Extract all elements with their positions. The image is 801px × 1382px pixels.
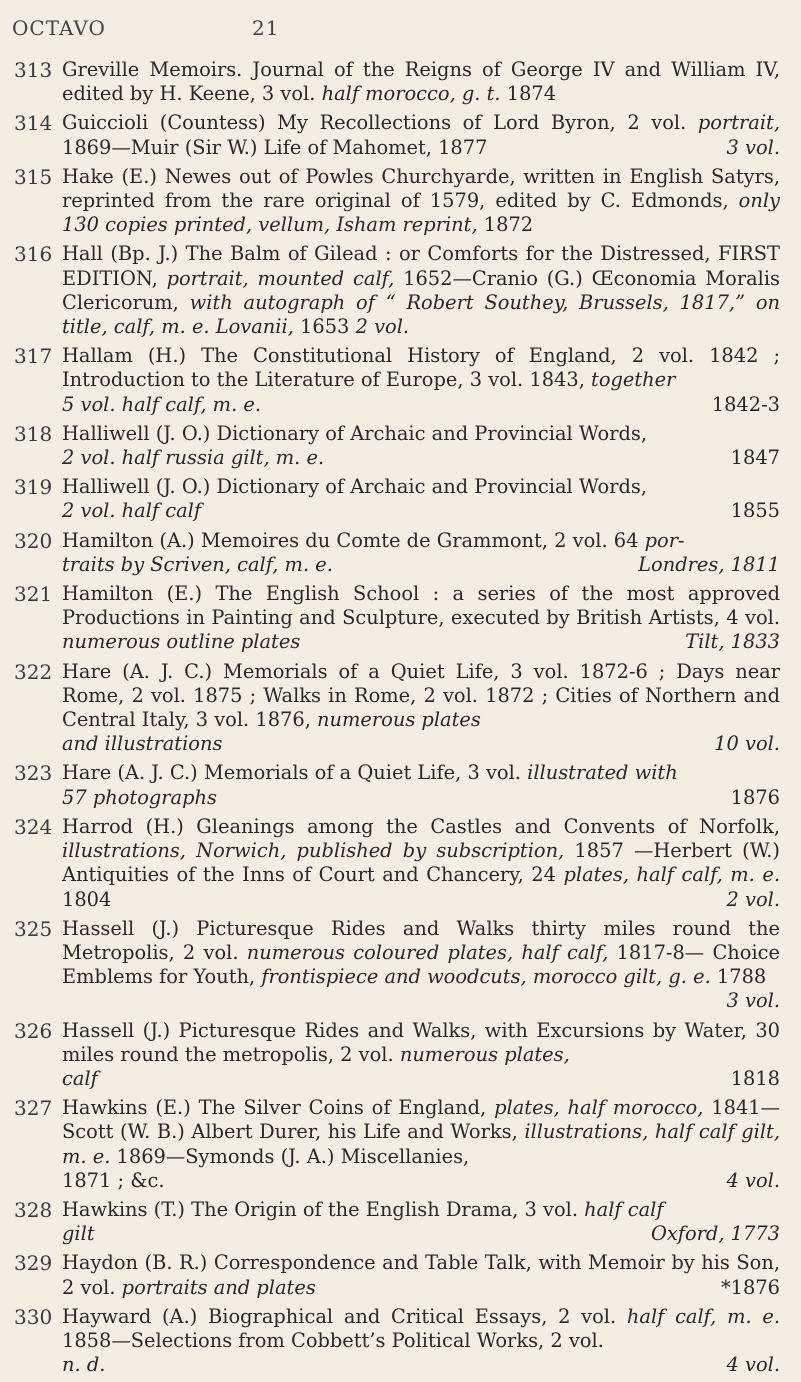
lot-entry xyxy=(0,242,801,339)
lot-description xyxy=(62,1305,780,1378)
lot-description xyxy=(62,1198,780,1246)
lot-entry xyxy=(0,344,801,417)
description-segment: portraits and plates xyxy=(121,1275,316,1299)
lot-date-volumes: 4 vol. xyxy=(726,1353,780,1377)
lot-entry xyxy=(0,660,801,757)
description-segment: Hawkins (E.) The Silver Coins of England, xyxy=(62,1096,495,1120)
description-segment: Halliwell (J. O.) Dictionary of Archaic and Provincial Words, xyxy=(62,421,647,445)
lot-entry xyxy=(0,1096,801,1193)
description-segment: 1874 xyxy=(500,82,557,106)
description-segment: half morocco, g. t. xyxy=(321,82,501,106)
lot-date-volumes: Tilt, 1833 xyxy=(685,630,780,654)
description-tail: 2 vol. half calf xyxy=(62,499,202,523)
description-segment: 1872 xyxy=(477,213,534,237)
description-segment: Guiccioli (Countess) My Recollections of Lord Byron, 2 vol. xyxy=(62,111,698,135)
lot-date-volumes: *1876 xyxy=(720,1275,780,1299)
lot-entry xyxy=(0,1305,801,1378)
description-segment: Haydon (B. R.) Correspondence and Table Talk, with Memoir by his Son, 2 vol. xyxy=(62,1251,780,1299)
lot-number: 314 xyxy=(14,111,53,136)
description-segment: 1857 —Herbert (W.) Antiquities of the Inns of Court and Chancery, 24 xyxy=(62,839,781,887)
description-segment: frontispiece and woodcuts, morocco gilt, g. e. xyxy=(261,965,711,989)
lot-date-volumes: 2 vol. xyxy=(726,887,780,911)
description-segment: portrait, mounted calf, xyxy=(166,266,395,290)
lot-description xyxy=(62,111,780,159)
description-segment: 1858—Selections from Cobbett’s Political Works, 2 vol. xyxy=(62,1328,604,1352)
lot-number: 322 xyxy=(14,659,53,684)
description-tail: gilt xyxy=(62,1222,95,1246)
description-segment: Hassell (J.) Picturesque Rides and Walks, with Excursions by Water, 30 miles round the metropolis, 2 vol. xyxy=(62,1018,780,1066)
lot-description xyxy=(62,761,780,809)
description-segment: Harrod (H.) Gleanings among the Castles and Convents of Norfolk, xyxy=(62,814,780,838)
description-segment: only 130 copies printed, vellum, Isham reprint, xyxy=(62,189,780,237)
lot-entry xyxy=(0,761,801,809)
lot-number: 321 xyxy=(14,582,53,607)
description-segment: Hassell (J.) Picturesque Rides and Walks thirty miles round the Metropolis, 2 vol. xyxy=(62,916,780,964)
lot-number: 330 xyxy=(14,1304,53,1329)
lot-date-volumes: Oxford, 1773 xyxy=(650,1222,780,1246)
lot-number: 328 xyxy=(14,1197,53,1222)
lot-number: 318 xyxy=(14,421,53,446)
lot-number: 324 xyxy=(14,814,53,839)
lot-date-volumes: Londres, 1811 xyxy=(638,552,780,576)
description-tail: traits by Scriven, calf, m. e. xyxy=(62,552,333,576)
lot-number: 315 xyxy=(14,164,53,189)
lot-description xyxy=(62,1096,780,1193)
lot-entry xyxy=(0,1198,801,1246)
description-segment: Halliwell (J. O.) Dictionary of Archaic and Provincial Words, xyxy=(62,475,647,499)
description-tail: 2 vol. half russia gilt, m. e. xyxy=(62,446,325,470)
lot-description xyxy=(62,917,780,1014)
description-segment: Hamilton (A.) Memoires du Comte de Grammont, 2 vol. 64 xyxy=(62,528,645,552)
lot-number: 320 xyxy=(14,528,53,553)
lot-number: 326 xyxy=(14,1018,53,1043)
lot-entry xyxy=(0,475,801,523)
lot-date-volumes: 3 vol. xyxy=(726,135,780,159)
description-segment: Hare (A. J. C.) Memorials of a Quiet Life, 3 vol. xyxy=(62,761,528,785)
description-segment: numerous outline plates xyxy=(62,630,301,654)
lot-number: 325 xyxy=(14,916,53,941)
description-segment: together xyxy=(591,368,676,392)
lot-date-volumes: 4 vol. xyxy=(726,1168,780,1192)
lot-number: 319 xyxy=(14,475,53,500)
section-title: OCTAVO xyxy=(12,16,106,40)
lot-description xyxy=(62,660,780,757)
lot-number: 313 xyxy=(14,58,53,82)
description-segment: 1841—Scott (W. B.) Albert Durer, his Life and Works, xyxy=(62,1096,781,1144)
lot-description xyxy=(62,529,780,577)
lot-description xyxy=(62,475,780,523)
description-segment: with autograph of “ Robert Southey, Brussels, 1817,” on title, calf, m. e. Lovanii, xyxy=(62,290,780,339)
lot-entry xyxy=(0,422,801,470)
description-segment: 1817-8— Choice Emblems for Youth, xyxy=(62,940,780,989)
description-segment: plates, half morocco, xyxy=(494,1096,704,1120)
description-tail: and illustrations xyxy=(62,732,223,756)
description-segment: Hamilton (E.) The English School : a series of the most approved Productions in Painting and Sculpture, executed by British Artists, 4 vol. xyxy=(62,582,780,630)
description-segment: illustrated with xyxy=(527,761,678,785)
lot-number: 327 xyxy=(14,1096,53,1121)
lot-entry xyxy=(0,1019,801,1092)
lot-number: 329 xyxy=(14,1251,53,1276)
description-segment: Hallam (H.) The Constitutional History of England, 2 vol. 1842 ; Introduction to the Literature of Europe, 3 vol. 1843, xyxy=(62,344,780,392)
description-tail: 5 vol. half calf, m. e. xyxy=(62,392,262,416)
lot-description xyxy=(62,242,780,339)
lot-description xyxy=(62,1019,780,1092)
description-segment: 1869—Symonds (J. A.) Miscellanies, xyxy=(110,1144,470,1168)
description-segment: illustrations, Norwich, published by subscription, xyxy=(62,839,565,863)
lot-date-volumes: 1842-3 xyxy=(711,392,780,416)
description-segment: 1869—Muir (Sir W.) Life of Mahomet, 1877 xyxy=(62,135,488,159)
description-segment: 1804 xyxy=(62,887,112,911)
lot-date-volumes: 1855 xyxy=(730,499,780,523)
lot-date-volumes: 1876 xyxy=(730,785,780,809)
lot-description xyxy=(62,344,780,417)
lot-entry xyxy=(0,582,801,655)
description-segment: half calf, m. e. xyxy=(626,1304,780,1328)
lot-description xyxy=(62,815,780,912)
description-segment: Hayward (A.) Biographical and Critical Essays, 2 vol. xyxy=(62,1304,627,1328)
lot-entry xyxy=(0,815,801,912)
lot-number: 316 xyxy=(14,242,53,267)
lot-description xyxy=(62,1251,780,1299)
lot-entry xyxy=(0,529,801,577)
description-tail: 1871 ; &c. xyxy=(62,1168,165,1192)
description-segment: numerous plates xyxy=(317,708,481,732)
page-number: 21 xyxy=(252,16,280,40)
lot-date-volumes: 3 vol. xyxy=(726,989,780,1013)
description-segment: plates, half calf, m. e. xyxy=(563,863,780,887)
description-segment: Hall (Bp. J.) The Balm of Gilead : or Comforts for the Distressed, FIRST EDITION, xyxy=(62,242,780,290)
lot-description xyxy=(62,165,780,238)
lot-description xyxy=(62,422,780,470)
description-segment: illustrations, half calf gilt, m. e. xyxy=(62,1120,780,1168)
description-segment: por- xyxy=(644,528,685,552)
lot-list xyxy=(0,58,801,1382)
description-tail: n. d. xyxy=(62,1353,106,1377)
lot-date-volumes: 1847 xyxy=(730,446,780,470)
lot-entry xyxy=(0,58,801,106)
lot-date-volumes: 1818 xyxy=(730,1066,780,1090)
description-tail: 57 photographs xyxy=(62,785,217,809)
lot-description xyxy=(62,582,780,655)
description-segment: numerous plates, xyxy=(399,1042,570,1066)
description-segment: half calf xyxy=(584,1197,664,1221)
lot-entry xyxy=(0,917,801,1014)
lot-entry xyxy=(0,1251,801,1299)
description-segment: Greville Memoirs. Journal of the Reigns of George IV and William IV, edited by H. Keene, 3 vol. xyxy=(62,58,780,106)
lot-number: 323 xyxy=(14,761,53,786)
page-header xyxy=(12,16,789,44)
lot-entry xyxy=(0,111,801,159)
lot-description xyxy=(62,58,780,106)
description-segment: 2 vol. xyxy=(355,315,410,339)
description-segment: 1653 xyxy=(293,315,356,339)
description-segment: Hake (E.) Newes out of Powles Churchyarde, written in English Satyrs, reprinted from the rare original of 1579, edited by C. Edmonds, xyxy=(62,164,780,213)
description-segment: numerous coloured plates, half calf, xyxy=(246,940,609,964)
description-segment: Hare (A. J. C.) Memorials of a Quiet Life, 3 vol. 1872-6 ; Days near Rome, 2 vol. 1875 ; Walks in Rome, 2 vol. 1872 ; Cities of Northern and Central Italy, 3 vol. 1876, xyxy=(62,659,780,732)
description-tail: calf xyxy=(62,1066,98,1090)
description-segment: 1652—Cranio (G.) Œconomia Moralis Clericorum, xyxy=(62,266,781,314)
lot-entry xyxy=(0,165,801,238)
lot-number: 317 xyxy=(14,344,53,369)
description-segment: portrait, xyxy=(697,111,780,135)
description-segment: 1788 xyxy=(710,965,767,989)
lot-date-volumes: 10 vol. xyxy=(714,732,780,756)
description-segment: Hawkins (T.) The Origin of the English Drama, 3 vol. xyxy=(62,1197,585,1221)
